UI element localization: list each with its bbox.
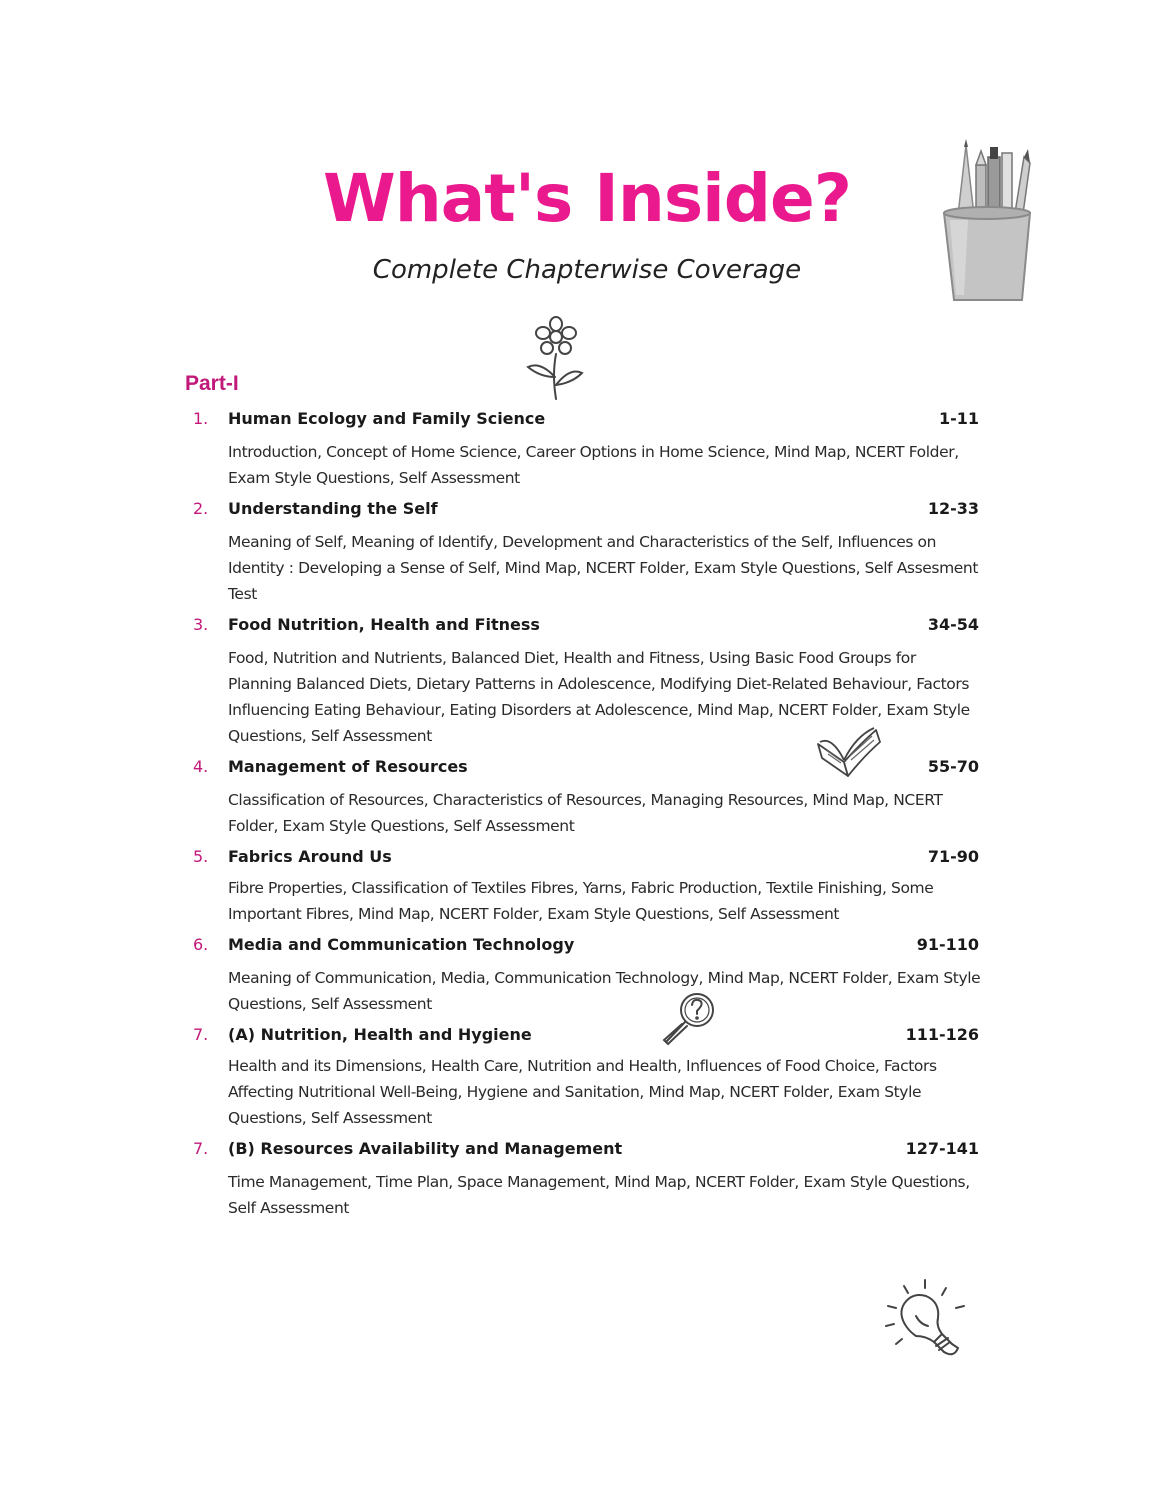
chapter-title: Management of Resources xyxy=(228,757,468,776)
chapter-topics: Food, Nutrition and Nutrients, Balanced Diet, Health and Fitness, Using Basic Food Groups for Planning Balanced Diets, Dietary Patterns in Adolescence, Modifying Diet-Related Behaviour, Factors Influencing Eating Behaviour, Eating Disorders at Adolescence, Mind Map, NCERT Folder, Exam Style Questions, Self Assessment xyxy=(228,649,970,745)
chapter-pages: 91-110 xyxy=(916,935,979,954)
chapter-title: Food Nutrition, Health and Fitness xyxy=(228,615,540,634)
chapter-topics: Time Management, Time Plan, Space Management, Mind Map, NCERT Folder, Exam Style Questions, Self Assessment xyxy=(228,1173,970,1217)
chapter-title: Media and Communication Technology xyxy=(228,935,575,954)
chapter-topics: Fibre Properties, Classification of Textiles Fibres, Yarns, Fabric Production, Textile Finishing, Some Important Fibres, Mind Map, NCERT Folder, Exam Style Questions, Self Assessment xyxy=(228,879,934,923)
chapter-title: (A) Nutrition, Health and Hygiene xyxy=(228,1025,532,1044)
chapter-pages: 55-70 xyxy=(927,757,979,776)
magnifier-question-icon xyxy=(660,990,720,1048)
chapter-pages: 71-90 xyxy=(927,847,979,866)
open-book-icon xyxy=(814,722,884,780)
chapter-title: Human Ecology and Family Science xyxy=(228,409,546,428)
chapter-number: 1. xyxy=(193,409,209,428)
chapter-topics: Health and its Dimensions, Health Care, Nutrition and Health, Influences of Food Choice, Factors Affecting Nutritional Well-Being, Hygiene and Sanitation, Mind Map, NCERT Folder, Exam Style Questions, Self Assessment xyxy=(228,1057,937,1127)
chapter-pages: 34-54 xyxy=(927,615,979,634)
chapter-number: 6. xyxy=(193,935,209,954)
page-subtitle: Complete Chapterwise Coverage xyxy=(372,255,802,285)
chapter-number: 5. xyxy=(193,847,209,866)
chapter-pages: 12-33 xyxy=(927,499,979,518)
lightbulb-icon xyxy=(880,1276,970,1368)
chapter-number: 7. xyxy=(193,1025,209,1044)
chapter-number: 3. xyxy=(193,615,209,634)
chapter-topics: Meaning of Self, Meaning of Identify, Development and Characteristics of the Self, Influences on Identity : Developing a Sense of Self, Mind Map, NCERT Folder, Exam Style Questions, Self Assesment Test xyxy=(228,533,979,603)
chapter-number: 2. xyxy=(193,499,209,518)
chapter-pages: 1-11 xyxy=(938,409,979,428)
chapter-pages: 111-126 xyxy=(905,1025,979,1044)
chapter-number: 7. xyxy=(193,1139,209,1158)
chapter-topics: Classification of Resources, Characteristics of Resources, Managing Resources, Mind Map, NCERT Folder, Exam Style Questions, Self Assessment xyxy=(228,791,943,835)
chapter-pages: 127-141 xyxy=(905,1139,979,1158)
part-label: Part-I xyxy=(185,372,239,395)
chapter-title: Fabrics Around Us xyxy=(228,847,392,866)
chapter-topics: Introduction, Concept of Home Science, Career Options in Home Science, Mind Map, NCERT Folder, Exam Style Questions, Self Assessment xyxy=(228,443,959,487)
page-title: What's Inside? xyxy=(322,160,852,237)
chapter-title: (B) Resources Availability and Management xyxy=(228,1139,623,1158)
chapter-number: 4. xyxy=(193,757,209,776)
chapter-topics: Meaning of Communication, Media, Communication Technology, Mind Map, NCERT Folder, Exam Style Questions, Self Assessment xyxy=(228,969,981,1013)
pencil-cup-icon xyxy=(938,135,1038,305)
chapter-title: Understanding the Self xyxy=(228,499,438,518)
flower-icon xyxy=(522,315,588,403)
